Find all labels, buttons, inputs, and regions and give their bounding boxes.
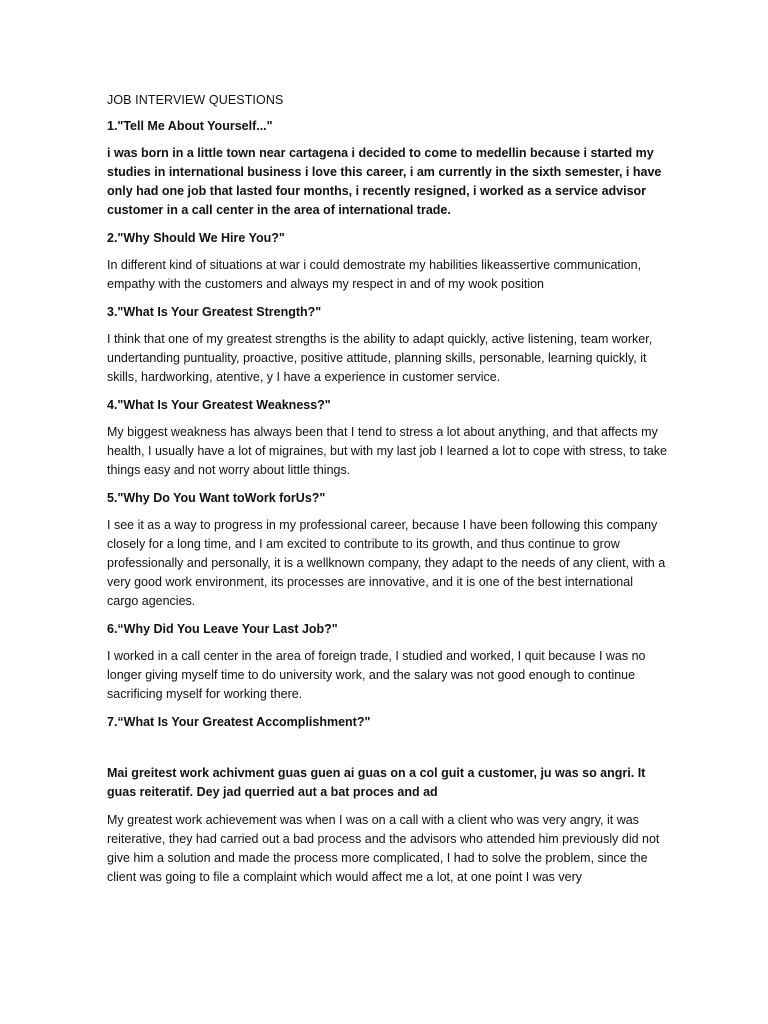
question-2: 2."Why Should We Hire You?" xyxy=(107,231,285,245)
blank-space xyxy=(107,740,667,764)
question-4: 4."What Is Your Greatest Weakness?" xyxy=(107,398,331,412)
question-5: 5."Why Do You Want toWork forUs?" xyxy=(107,491,326,505)
answer-7-phonetic: Mai greitest work achivment guas guen ai guas on a col guit a customer, ju was so angri. It guas reiteratif. Dey jad querried aut a bat proces and ad xyxy=(107,766,646,799)
answer-2: In different kind of situations at war i could demostrate my habilities likeassertive communication, empathy with the customers and always my respect in and of my wook position xyxy=(107,258,642,291)
answer-6: I worked in a call center in the area of foreign trade, I studied and worked, I quit because I was no longer giving myself time to do university work, and the salary was not good enough to continue sacrificing myself for working there. xyxy=(107,649,646,701)
answer-4: My biggest weakness has always been that I tend to stress a lot about anything, and that affects my health, I usually have a lot of migraines, but with my last job I learned a lot to cope with stress, to take things easy and not worry about little things. xyxy=(107,425,668,477)
answer-7: My greatest work achievement was when I was on a call with a client who was very angry, it was reiterative, they had carried out a bad process and the advisors who attended him previously did not give him a solution and made the process more complicated, I had to solve the problem, since the client was going to file a complaint which would affect me a lot, at one point I was very xyxy=(107,813,660,884)
answer-5: I see it as a way to progress in my professional career, because I have been following this company closely for a long time, and I am excited to contribute to its growth, and thus continue to grow professionally and personally, it is a wellknown company, they adapt to the needs of any client, with a very good work environment, its processes are innovative, and it is one of the best international cargo agencies. xyxy=(107,518,666,608)
question-6: 6.“Why Did You Leave Your Last Job?" xyxy=(107,622,338,636)
document-page xyxy=(107,92,667,896)
question-7: 7.“What Is Your Greatest Accomplishment?" xyxy=(107,715,371,729)
question-1: 1."Tell Me About Yourself..." xyxy=(107,119,273,133)
answer-1: i was born in a little town near cartagena i decided to come to medellin because i started my studies in international business i love this career, i am currently in the sixth semester, i have only had one job that lasted four months, i recently resigned, i worked as a service advisor customer in a call center in the area of international trade. xyxy=(107,146,662,217)
answer-3: I think that one of my greatest strengths is the ability to adapt quickly, active listening, team worker, undertanding puntuality, proactive, positive attitude, planning skills, personable, learning quickly, it skills, hardworking, atentive, y I have a experience in customer service. xyxy=(107,332,653,384)
question-3: 3."What Is Your Greatest Strength?" xyxy=(107,305,322,319)
document-title: JOB INTERVIEW QUESTIONS xyxy=(107,93,284,107)
